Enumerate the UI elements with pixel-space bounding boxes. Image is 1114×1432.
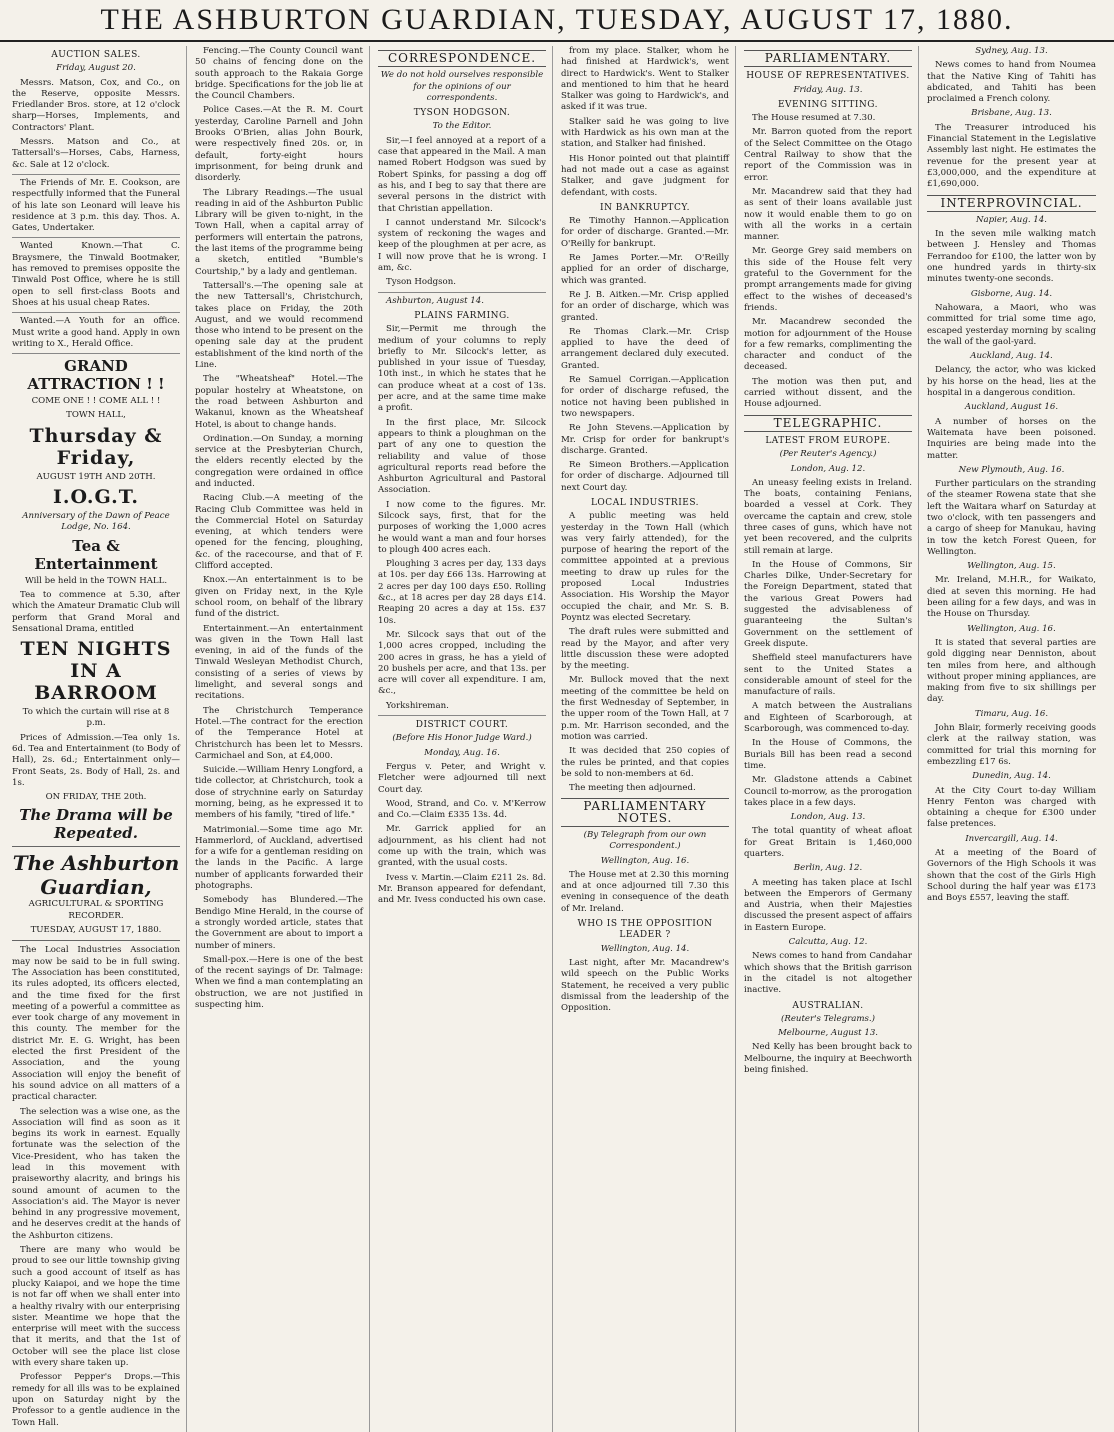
drama-repeated: The Drama will be Repeated. [19,806,173,843]
tyson-paragraph-1: Sir,—I feel annoyed at a report of a case that appeared in the Mail. A man named Robert Hodgson was sued by Robert Spinks, for passing a dog off as his, and I beg to say that there are several persons in the district with that Christian appellation. [378,135,546,214]
court-paragraph-1: Fergus v. Peter, and Wright v. Fletcher were adjourned till next Court day. [378,761,546,795]
come-one: COME ONE ! ! COME ALL ! ! [31,396,161,407]
friday-line: ON FRIDAY, THE 20th. [45,792,147,803]
ordination-item: Ordination.—On Sunday, a morning service at the Presbyterian Church, the elders recently elected by the congregation were ordained in office and inducted. [195,433,363,489]
auckland-item: Delancy, the actor, who was kicked by his horse on the head, lies at the hospital in a dangerous condition. [927,365,1096,399]
evening-sitting-heading: EVENING SITTING. [777,99,879,110]
cookson-notice: The Friends of Mr. E. Cookson, are respectfully informed that the Funeral of his late son Leonard will leave his residence at 3 p.m. this day. Thos. A. Gates, Undertaker. [12,178,180,238]
evening-paragraph-4: Mr. George Grey said members on this side of the House felt very grateful to the Government for the prompt arrangements made for giving effect to the wishes of deceased's friends. [744,246,912,313]
wellington-item-2: It is stated that several parties are gold digging near Denniston, about ten miles from here, and although without proper mining appliances, are making from five to six shillings per day. [927,637,1096,705]
australian-credit: (Reuter's Telegrams.) [781,1013,875,1024]
opposition-heading: WHO IS THE OPPOSITION LEADER ? [577,919,713,941]
local-paragraph-4: It was decided that 250 copies of the rules be printed, and that copies be sold to non-members at 6d. [561,746,729,779]
reuter-credit: (Per Reuter's Agency.) [779,449,877,460]
parliamentary-notes-heading: PARLIAMENTARY NOTES. [561,798,729,827]
tea-title: Tea & Entertainment [34,536,158,573]
bankruptcy-item-3: Re J. B. Aitken.—Mr. Crisp applied for an order of discharge, which was granted. [561,289,729,323]
auction-text: Messrs. Matson, Cox, and Co., on the Reserve, opposite Messrs. Friedlander Bros. store, at 12 o'clock sharp—Horses, Implements, and Contractors' Plant. [12,77,180,133]
calcutta-date: Calcutta, Aug. 12. [788,937,868,948]
column-3 [378,46,553,1432]
london-item-4: A match between the Australians and Eighteen of Scarborough, at Scarborough, was commenced to-day. [744,701,912,735]
plains-paragraph-3: I now come to the figures. Mr. Silcock says, first, that for the purposes of working the 1,000 acres he would want a man and four horses to plough 400 acres each. [378,499,546,555]
matrimonial-item: Matrimonial.—Some time ago Mr. Hammerlord, of Auckland, advertised for a wife for a gentleman residing on the lands in the Pacific. A large number of applicants forwarded their photographs. [195,824,363,892]
timaru-item: John Blair, formerly receiving goods clerk at the railway station, was committed for trial this morning for embezzling £17 6s. [927,723,1096,767]
court-paragraph-2: Wood, Strand, and Co. v. M'Kerrow and Co.—Claim £335 13s. 4d. [378,798,546,821]
evening-paragraph-5: Mr. Macandrew seconded the motion for adjournment of the House for a few remarks, complimenting the character and conduct of the deceased. [744,317,912,373]
tyson-signature: Tyson Hodgson. [378,277,546,292]
temperance-item: The Christchurch Temperance Hotel.—The contract for the erection of the Temperance Hotel at Christchurch has been let to Messrs. Carmichael and Son, at £4,000. [195,705,363,761]
auction-date: Friday, August 20. [56,63,136,74]
curtain-time: To which the curtain will rise at 8 p.m. [22,707,170,729]
divider [12,846,180,847]
racing-item: Racing Club.—A meeting of the Racing Club Committee was held in the Commercial Hotel on Saturday evening, at which tenders were opened for the fencing, ploughing, &c. of the racecourse, and that of F. Clifford accepted. [195,493,363,572]
plains-paragraph-1: Sir,—Permit me through the medium of your columns to reply briefly to Mr. Silcock's letter, as published in your issue of Tuesday, 10th inst., in which he states that he can produce wheat at a cost of 13s. per acre, and at the same time make a profit. [378,324,546,414]
australian-heading: AUSTRALIAN. [792,1000,864,1011]
evening-paragraph-2: Mr. Barron quoted from the report of the Select Committee on the Otago Central Railway to show that the report of the Commission was in error. [744,127,912,183]
brisbane-date: Brisbane, Aug. 13. [971,108,1052,119]
parliamentary-notes-sub: (By Telegraph from our own Correspondent.) [583,830,707,852]
berlin-date: Berlin, Aug. 12. [793,863,863,874]
melbourne-item: Ned Kelly has been brought back to Melbourne, the inquiry at Beechworth being finished. [744,1042,912,1076]
column-4 [561,46,736,1432]
court-subheading: (Before His Honor Judge Ward.) [392,733,532,744]
grand-attraction: GRAND ATTRACTION ! ! [27,357,165,394]
leader-paragraph-1: The Local Industries Association may now be said to be in full swing. The Association has been constituted, its rules adopted, its officers elected, and the time fixed for the first meeting of a powerful a committee as ever took charge of any movement in this county. The member for the district Mr. E. G. Wright, has been elected the first President of the Association, and the young Association will enjoy the benefit of his sound advice on all matters of a practical character. [12,945,180,1103]
court-date: Monday, Aug. 16. [424,747,500,758]
suicide-item: Suicide.—William Henry Longford, a tide collector, at Christchurch, took a dose of strychnine early on Saturday morning, being, as he expressed it to members of his family, "tired of life." [195,765,363,821]
tea-subtitle: Will be held in the TOWN HALL. [24,575,168,586]
newspaper-columns [12,46,1102,1428]
wellington-date-2: Wellington, Aug. 16. [967,623,1056,634]
tyson-place: Ashburton, August 14. [386,295,484,306]
court-heading: DISTRICT COURT. [415,720,509,731]
column-6 [927,46,1102,1432]
parliamentary-notes-date: Wellington, Aug. 16. [600,855,690,866]
plains-heading: PLAINS FARMING. [414,310,510,321]
london-item-2: In the House of Commons, Sir Charles Dilke, Under-Secretary for the Foreign Department, stated that the various Great Powers had suggested the advisableness of guaranteeing the Sultan's Government on the settlement of Greek dispute. [744,559,912,649]
knox-item: Knox.—An entertainment is to be given on Friday next, in the Kyle school room, on behalf of the library fund of the district. [195,575,363,620]
auction-heading: AUCTION SALES. [51,50,141,60]
library-item: The Library Readings.—The usual reading in aid of the Ashburton Public Library will be given to-night, in the Town Hall, when a capital array of performers will entertain the patrons, the last items of the programme being a sketch, entitled "Bumble's Courtship," by a lady and gentleman. [195,187,363,277]
interprovincial-heading: INTERPROVINCIAL. [927,195,1096,212]
napier-date: Napier, Aug. 14. [976,214,1047,225]
event-dates: AUGUST 19TH AND 20TH. [36,471,156,482]
entertainment-item: Entertainment.—An entertainment was given in the Town Hall last evening, in aid of the funds of the Tinwald Wesleyan Methodist Church, consisting of a series of views by limelight, and several songs and recitations. [195,623,363,702]
smallpox-item: Small-pox.—Here is one of the best of the recent sayings of Dr. Talmage: When we find a man contemplating an obstruction, we are not justified in suspecting him. [195,954,363,1011]
paper-subtitle: AGRICULTURAL & SPORTING RECORDER. [28,899,164,921]
gisborne-item: Nahowara, a Maori, who was committed for trial some time ago, escaped yesterday morning by scaling the wall of the gaol-yard. [927,302,1096,347]
wellington-item-1: Mr. Ireland, M.H.R., for Waikato, died at seven this morning. He had been ailing for a few days, and was in the House on Thursday. [927,575,1096,620]
bankruptcy-item-6: Re John Stevens.—Application by Mr. Crisp for order for bankrupt's discharge. Granted. [561,423,729,456]
correspondence-disclaimer: We do not hold ourselves responsible for the opinions of our correspondents. [380,70,544,103]
wanted-youth-ad: Wanted.—A Youth for an office. Must write a good hand. Apply in own writing to X., Herald Office. [12,316,180,354]
local-industries-heading: LOCAL INDUSTRIES. [590,497,700,508]
opposition-paragraph: Last night, after Mr. Macandrew's wild speech on the Public Works Statement, he received a very public dismissal from the leadership of the Opposition. [561,957,729,1014]
london-item-6: Mr. Gladstone attends a Cabinet Council to-morrow, as the prorogation takes place in a few days. [744,775,912,808]
evening-paragraph-6: The motion was then put, and carried without dissent, and the House adjourned. [744,376,912,410]
brisbane-item: The Treasurer introduced his Financial Statement in the Legislative Assembly last night. He estimates the revenue for the present year at £3,000,000, and the expenditure at £1,690,000. [927,122,1096,190]
wellington-date-1: Wellington, Aug. 15. [967,561,1056,572]
parliamentary-heading: PARLIAMENTARY. [744,50,912,67]
telegraphic-heading: TELEGRAPHIC. [744,415,912,432]
court-continued-2: Stalker said he was going to live with Hardwick as his own man at the station, and Stalker had finished. [561,116,729,150]
drama-title: TEN NIGHTS IN A BARROOM [20,638,172,705]
column-2 [195,46,370,1432]
sitting-date: Friday, Aug. 13. [793,84,863,95]
admission-prices: Prices of Admission.—Tea only 1s. 6d. Tea and Entertainment (to Body of Hall), 2s. 6d.; Entertainment only—Front Seats, 2s. Body of Hall, 2s. and 1s. [12,732,180,788]
court-continued-1: from my place. Stalker, whom he had finished at Hardwick's, went direct to Hardwick's. Went to Stalker and mentioned to him that he heard Stalker was going to Hardwick's, and asked if it was true. [561,46,729,113]
timaru-date: Timaru, Aug. 16. [974,708,1049,719]
sydney-date: Sydney, Aug. 13. [975,46,1048,56]
invercargill-date: Invercargill, Aug. 14. [965,833,1058,844]
iogt-subtitle: Anniversary of the Dawn of Peace Lodge, No. 164. [22,511,170,533]
tyson-heading: TYSON HODGSON. [413,108,511,119]
bankruptcy-item-7: Re Simeon Brothers.—Application for order of discharge. Adjourned till next Court day. [561,460,729,493]
london-item-3: Sheffield steel manufacturers have sent to the United States a considerable amount of steel for the manufacture of rails. [744,653,912,698]
auckland-date-2: Auckland, August 16. [964,402,1059,413]
parliamentary-notes-paragraph: The House met at 2.30 this morning and at once adjourned till 7.30 this evening in consequence of the death of Mr. Ireland. [561,869,729,914]
london-date-1: London, Aug. 12. [790,463,866,474]
plains-paragraph-5: Mr. Silcock says that out of the 1,000 acres cropped, including the 200 acres in grass, he has a yield of 20 bushels per acre, and that 13s. per acre will cover all expenditure. I am, &c., [378,629,546,697]
column-1 [12,46,187,1432]
local-paragraph-1: A public meeting was held yesterday in the Town Hall (which was very fairly attended), for the purpose of hearing the report of the committee appointed at a previous meeting to draw up rules for the proposed Local Industries Association. His Worship the Mayor occupied the chair, and Mr. S. B. Poyntz was elected Secretary. [561,511,729,623]
london-item-7: The total quantity of wheat afloat for Great Britain is 1,460,000 quarters. [744,826,912,859]
divider [12,940,180,941]
invercargill-item: At a meeting of the Board of Governors of the High Schools it was shown that the cost of the Girls High School during the half year was £173 and Boys £557, leaving the staff. [927,848,1096,904]
new-plymouth-item: Further particulars on the stranding of the steamer Rowena state that she left the Waitara wharf on Saturday at two o'clock, with ten passengers and a cargo of sheep for Manukau, having in tow the ketch Forest Queen, for Wellington. [927,479,1096,557]
court-paragraph-3: Mr. Garrick applied for an adjournment, as his client had not come up with the train, which was granted, with the usual costs. [378,824,546,869]
london-item-5: In the House of Commons, the Burials Bill has been read a second time. [744,738,912,771]
bankruptcy-item-5: Re Samuel Corrigan.—Application for order of discharge refused, the notice not having been published in two newspapers. [561,375,729,419]
bankruptcy-heading: IN BANKRUPTCY. [600,202,690,213]
auckland-date: Auckland, Aug. 14. [970,351,1053,362]
fencing-item: Fencing.—The County Council want 50 chains of fencing done on the south approach to the Rakaia Gorge bridge. Specifications for the job lie at the Council Chambers. [195,46,363,102]
opposition-date: Wellington, Aug. 14. [600,943,690,954]
london-item-1: An uneasy feeling exists in Ireland. The boats, containing Fenians, boarded a vessel at Cork. They overcame the captain and crew, stole three cases of guns, which have not yet been recovered, and the culprits still remain at large. [744,477,912,556]
bankruptcy-item-2: Re James Porter.—Mr. O'Reilly applied for an order of discharge, which was granted. [561,253,729,286]
local-paragraph-3: Mr. Bullock moved that the next meeting of the committee be held on the first Wednesday of September, in the upper room of the Town Hall, at 7 p.m. Mr. Harrison seconded, and the motion was carried. [561,675,729,742]
court-paragraph-4: Ivess v. Martin.—Claim £211 2s. 8d. Mr. Branson appeared for defendant, and Mr. Ivess conducted his own case. [378,872,546,906]
melbourne-date: Melbourne, August 13. [777,1028,879,1039]
masthead: THE ASHBURTON GUARDIAN, TUESDAY, AUGUST 17, 1880. [0,0,1114,42]
court-continued-3: His Honor pointed out that plaintiff had not made out a case as against Stalker, and gave judgment for defendant, with costs. [561,153,729,198]
napier-item: In the seven mile walking match between J. Hensley and Thomas Ferrandoo for £100, the latter won by one hundred yards in thirty-six minutes twenty-one seconds. [927,229,1096,285]
paper-title-block [12,851,180,936]
bankruptcy-item-4: Re Thomas Clark.—Mr. Crisp applied to have the deed of arrangement declared duly executed. Granted. [561,326,729,371]
local-paragraph-5: The meeting then adjourned. [569,783,696,794]
tattersall-item: Tattersall's.—The opening sale at the new Tattersall's, Christchurch, takes place on Friday, the 20th August, and we would recommend those who intend to be present on the opening sale day at the prudent establishment of the kind north of the Line. [195,280,363,371]
calcutta-item: News comes to hand from Candahar which shows that the British garrison in the citadel is not altogether inactive. [744,951,912,996]
house-heading: HOUSE OF REPRESENTATIVES. [746,71,910,82]
sydney-item: News comes to hand from Noumea that the Native King of Tahiti has abdicated, and Tahiti has been proclaimed a French colony. [927,60,1096,105]
auckland-item-2: A number of horses on the Waitemata have been poisoned. Inquiries are being made into the matter. [927,416,1096,461]
tea-text: Tea to commence at 5.30, after which the Amateur Dramatic Club will perform that Grand Moral and Sensational Drama, entitled [12,589,180,634]
correspondence-heading: CORRESPONDENCE. [378,50,546,67]
police-item: Police Cases.—At the R. M. Court yesterday, Caroline Parnell and John Brooks O'Brien, alias John Bourk, were respectively fined 20s. or, in default, forty-eight hours imprisonment, for being drunk and disorderly. [195,105,363,184]
gisborne-date: Gisborne, Aug. 14. [970,288,1053,299]
plains-paragraph-2: In the first place, Mr. Silcock appears to think a ploughman on the part of any one to question the reliability and value of those agricultural reports read before the Ashburton Agricultural and Pastoral Association. [378,417,546,496]
bankruptcy-item-1: Re Timothy Hannon.—Application for order of discharge. Granted.—Mr. O'Reilly for bankrupt. [561,216,729,249]
tyson-paragraph-2: I cannot understand Mr. Silcock's system of reckoning the wages and keep of the ploughmen at per acre, as I will now prove that he is wrong. I am, &c. [378,217,546,274]
professor-paragraph: Professor Pepper's Drops.—This remedy for all ills was to be explained upon on Saturday night by the Professor to a gentle audience in the Town Hall. [12,1372,180,1428]
town-hall: TOWN HALL, [66,410,126,421]
local-paragraph-2: The draft rules were submitted and read by the Mayor, and after very little discussion these were adopted by the meeting. [561,627,729,672]
dunedin-item: At the City Court to-day William Henry Fenton was charged with obtaining a cheque for £300 under false pretences. [927,785,1096,830]
wheatsheaf-item: The "Wheatsheaf" Hotel.—The popular hostelry at Wheatstone, on the road between Ashburton and Wakanui, known as the Wheatsheaf Hotel, is about to change hands. [195,374,363,430]
leader-paragraph-2: The selection was a wise one, as the Association will find as soon as it begins its work in earnest. Equally fortunate was the selection of the Vice-President, who has taken the lead in this movement with praiseworthy alacrity, and brings his sound amount of acumen to the Association's aid. The Mayor is never behind in any progressive movement, and he deserves credit at the hands of the Ashburton citizens. [12,1106,180,1241]
wanted-known-ad: Wanted Known.—That C. Braysmere, the Tinwald Bootmaker, has removed to premises opposite the Tinwald Post Office, where he is still open to sell first-class Boots and Shoes at his usual cheap Rates. [12,241,180,313]
event-days: Thursday & Friday, [29,424,163,469]
iogt-title: I.O.G.T. [52,486,140,509]
leader-paragraph-3: There are many who would be proud to see our little township giving such a good account of itself as has plucky Kaiapoi, and we hope the time is not far off when we shall enter into a healthy rivalry with our enterprising sister. Meantime we hope that the enterprise will meet with the success that it merits, and that the 1st of October will see the place list close with every share taken up. [12,1245,180,1369]
plains-figures: Ploughing 3 acres per day, 133 days at 10s. per day £66 13s. Harrowing at 2 acres per day 100 days £50. Rolling &c., at 18 acres per day 28 days £14. Reaping 20 acres a day at 15s. £37 10s. [378,559,546,626]
berlin-item: A meeting has taken place at Ischl between the Emperors of Germany and Austria, when their Majesties discussed the present aspect of affairs in Eastern Europe. [744,877,912,933]
paper-date: TUESDAY, AUGUST 17, 1880. [30,925,162,936]
evening-paragraph-3: Mr. Macandrew said that they had as sent of their loans available just now it would enable them to go on with all the works in a certain manner. [744,186,912,243]
blundered-item: Somebody has Blundered.—The Bendigo Mine Herald, in the course of a strongly worded article, states that the Government are about to import a number of miners. [195,895,363,951]
plains-signature: Yorkshireman. [378,701,546,716]
london-date-2: London, Aug. 13. [790,812,866,823]
auction-text-2: Messrs. Matson and Co., at Tattersall's—Horses, Cabs, Harness, &c. Sale at 12 o'clock. [12,137,180,175]
new-plymouth-date: New Plymouth, Aug. 16. [958,464,1065,475]
to-editor: To the Editor. [432,121,492,132]
evening-paragraph-1: The House resumed at 7.30. [752,113,876,124]
dunedin-date: Dunedin, Aug. 14. [972,771,1051,782]
paper-title: The Ashburton Guardian, [12,851,180,900]
column-5 [744,46,919,1432]
latest-europe-heading: LATEST FROM EUROPE. [765,435,891,446]
